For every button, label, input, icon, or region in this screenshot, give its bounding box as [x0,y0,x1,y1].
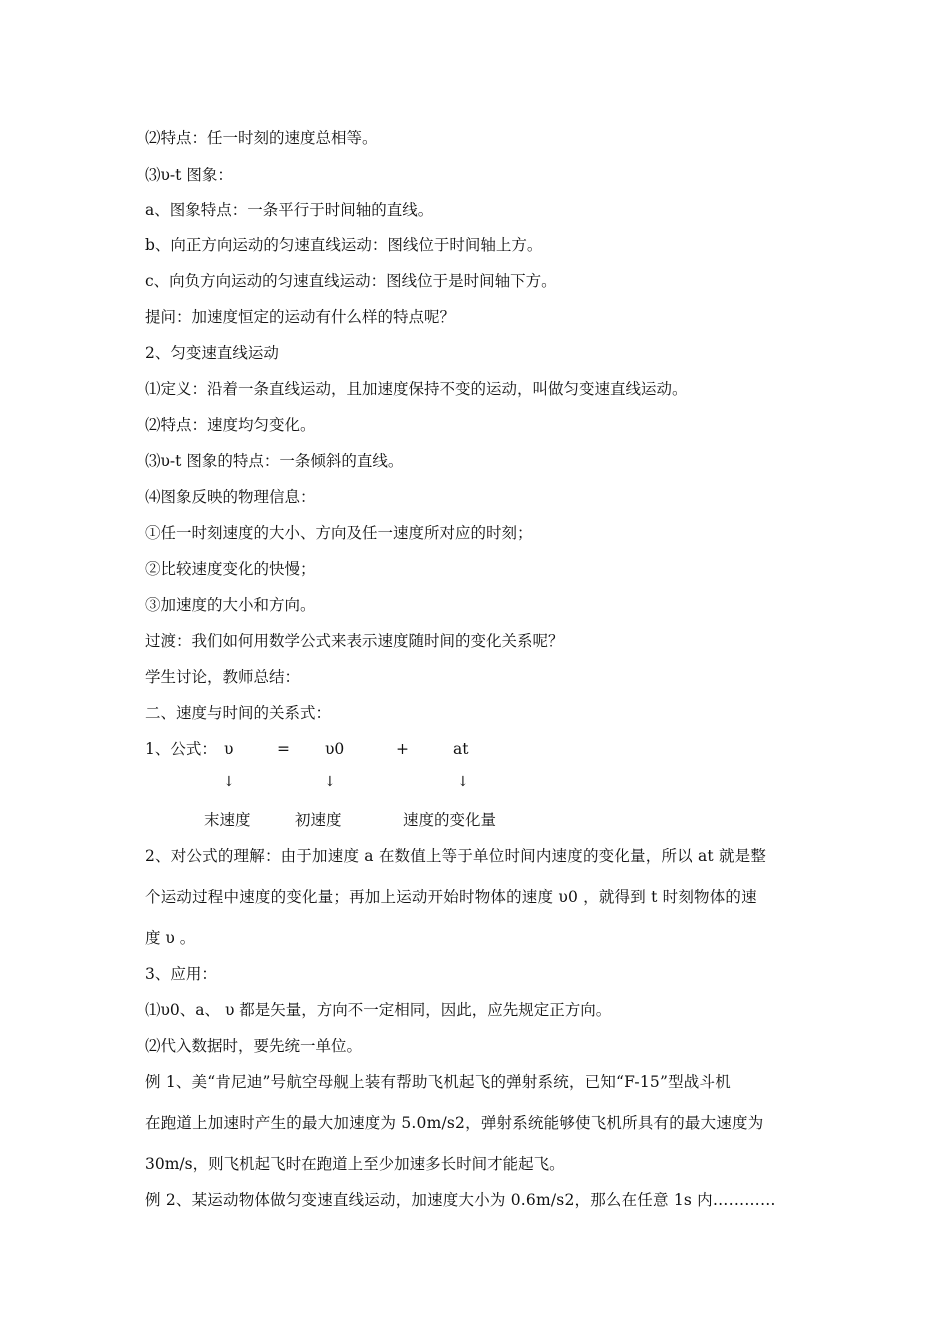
text-line: 2、对公式的理解：由于加速度 a 在数值上等于单位时间内速度的变化量，所以 at 就是整 [145,847,767,865]
section-heading: 二、速度与时间的关系式： [145,704,332,722]
text-line: 度 υ 。 [145,929,196,947]
down-arrow-icon: ↓ [223,774,235,790]
text-line: ①任一时刻速度的大小、方向及任一速度所对应的时刻； [145,524,533,542]
text-line: ⑵特点：速度均匀变化。 [145,416,316,434]
velocity-change-label: 速度的变化量 [403,811,497,829]
text-line: ⑴定义：沿着一条直线运动，且加速度保持不变的运动，叫做匀变速直线运动。 [145,380,688,398]
formula-v0: υ0 [325,740,345,758]
formula-at: at [453,740,469,758]
text-line: 学生讨论，教师总结： [145,668,301,686]
down-arrow-icon: ↓ [457,774,469,790]
section-heading: 2、匀变速直线运动 [145,344,279,362]
text-line: c、向负方向运动的匀速直线运动：图线位于是时间轴下方。 [145,272,557,290]
formula-label: 1、公式： [145,740,217,758]
example-line: 例 1、美“肯尼迪”号航空母舰上装有帮助飞机起飞的弹射系统，已知“F-15”型战斗机 [145,1073,731,1091]
text-line: ⑵特点：任一时刻的速度总相等。 [145,129,378,147]
example-line: 例 2、某运动物体做匀变速直线运动，加速度大小为 0.6m/s2，那么在任意 1s 内………… [145,1191,776,1209]
text-line: 个运动过程中速度的变化量；再加上运动开始时物体的速度 υ0 ，就得到 t 时刻物体的速 [145,888,757,906]
formula-equals: = [277,740,290,758]
text-line: ⑵代入数据时，要先统一单位。 [145,1037,363,1055]
text-line: ③加速度的大小和方向。 [145,596,316,614]
initial-velocity-label: 初速度 [295,811,342,829]
end-velocity-label: 末速度 [204,811,251,829]
text-line: ⑷图象反映的物理信息： [145,488,316,506]
example-line: 在跑道上加速时产生的最大加速度为 5.0m/s2，弹射系统能够使飞机所具有的最大速度为 [145,1114,764,1132]
text-line: ⑴υ0、a、 υ 都是矢量，方向不一定相同，因此，应先规定正方向。 [145,1001,612,1019]
example-line: 30m/s，则飞机起飞时在跑道上至少加速多长时间才能起飞。 [145,1155,565,1173]
text-line: b、向正方向运动的匀速直线运动：图线位于时间轴上方。 [145,236,543,254]
section-heading: 3、应用： [145,965,217,983]
text-line: 提问：加速度恒定的运动有什么样的特点呢？ [145,308,456,326]
text-line: ⑶υ-t 图象的特点：一条倾斜的直线。 [145,452,404,470]
text-line: ②比较速度变化的快慢； [145,560,316,578]
formula-plus: + [396,740,409,758]
text-line: 过渡：我们如何用数学公式来表示速度随时间的变化关系呢？ [145,632,564,650]
formula-v: υ [224,740,234,758]
down-arrow-icon: ↓ [324,774,336,790]
text-line: ⑶υ-t 图象： [145,166,233,184]
text-line: a、图象特点：一条平行于时间轴的直线。 [145,201,434,219]
